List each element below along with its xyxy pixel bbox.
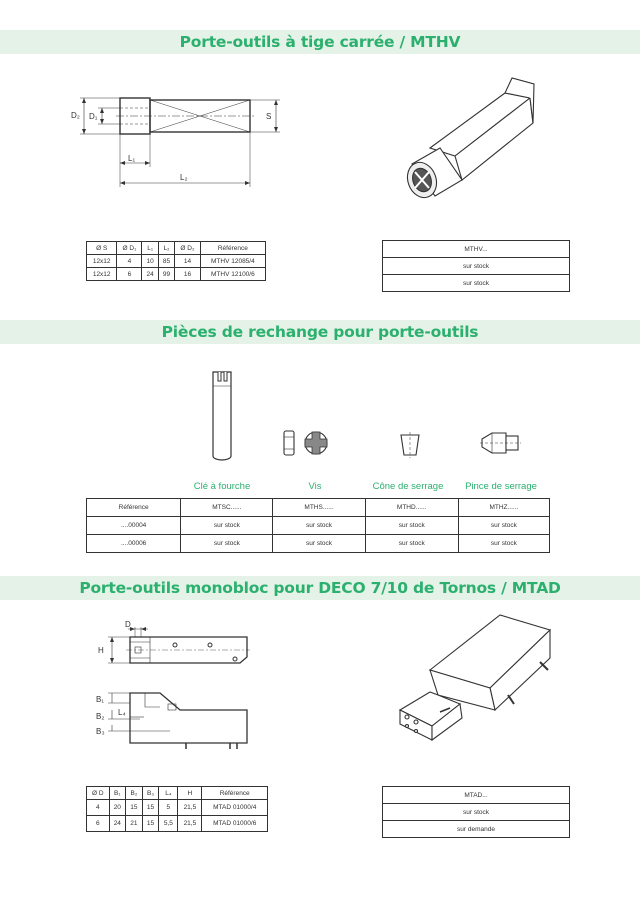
section-title-mtad: Porte-outils monobloc pour DECO 7/10 de Tornos / MTAD bbox=[79, 579, 561, 597]
stock-header: MTHV... bbox=[383, 241, 570, 258]
table-header-row bbox=[87, 787, 268, 800]
table-cell: sur stock bbox=[181, 535, 273, 553]
table-header-cell: MTHS...... bbox=[273, 499, 365, 517]
table-cell: 20 bbox=[109, 800, 126, 816]
dim-label-s: S bbox=[266, 112, 272, 121]
table-header-cell: Ø D bbox=[87, 787, 110, 800]
dim-label-b2: B₂ bbox=[96, 712, 105, 721]
table-row bbox=[87, 800, 268, 816]
caption-wrench: Clé à fourche bbox=[193, 481, 251, 492]
table-header-cell: Référence bbox=[87, 499, 181, 517]
table-header-cell: Ø D₂ bbox=[175, 242, 201, 255]
table-row bbox=[87, 517, 550, 535]
table-cell: 4 bbox=[87, 800, 110, 816]
dim-label-h: H bbox=[98, 646, 104, 655]
section-band-spares bbox=[0, 320, 640, 344]
dim-label-l2: L₂ bbox=[180, 173, 188, 182]
table-cell: 24 bbox=[142, 268, 158, 281]
table-cell: sur stock bbox=[365, 535, 458, 553]
caption-cone: Cône de serrage bbox=[372, 481, 444, 492]
table-row bbox=[87, 535, 550, 553]
stock-header: MTAD... bbox=[383, 787, 570, 804]
dim-label-l4: L₄ bbox=[118, 708, 126, 717]
table-cell: sur stock bbox=[181, 517, 273, 535]
table-header-cell: MTSC...... bbox=[181, 499, 273, 517]
table-cell: MTHV 12085/4 bbox=[200, 255, 265, 268]
table-header-cell: Ø S bbox=[87, 242, 117, 255]
table-cell: 14 bbox=[175, 255, 201, 268]
table-cell: 5,5 bbox=[159, 816, 178, 832]
dim-label-d2: D₂ bbox=[71, 111, 80, 120]
table-header-cell: MTHZ...... bbox=[458, 499, 549, 517]
table-header-cell: Ø D₁ bbox=[117, 242, 142, 255]
stock-cell: sur stock bbox=[383, 258, 570, 275]
table-header-row bbox=[87, 242, 266, 255]
stock-cell: sur demande bbox=[383, 821, 570, 838]
table-cell: 12x12 bbox=[87, 268, 117, 281]
stock-cell: sur stock bbox=[383, 275, 570, 292]
table-cell: 16 bbox=[175, 268, 201, 281]
table-header-row bbox=[87, 499, 550, 517]
dim-label-l1: L₁ bbox=[128, 154, 136, 163]
table-cell: 12x12 bbox=[87, 255, 117, 268]
collet-image bbox=[478, 428, 523, 458]
table-cell: 21,5 bbox=[178, 816, 202, 832]
table-cell: 5 bbox=[159, 800, 178, 816]
dim-label-b3: B₃ bbox=[96, 727, 105, 736]
table-header-cell: L₂ bbox=[158, 242, 174, 255]
mthv-spec-table bbox=[86, 241, 266, 281]
table-cell: MTHV 12100/6 bbox=[200, 268, 265, 281]
table-header-cell: MTHD...... bbox=[365, 499, 458, 517]
dim-label-b1: B₁ bbox=[96, 695, 105, 704]
table-header-cell: B₂ bbox=[126, 787, 143, 800]
table-header-cell: B₃ bbox=[142, 787, 159, 800]
table-cell: MTAD 01000/4 bbox=[202, 800, 268, 816]
table-cell: MTAD 01000/6 bbox=[202, 816, 268, 832]
mthv-technical-drawing bbox=[60, 85, 290, 195]
table-cell: ....00004 bbox=[87, 517, 181, 535]
stock-cell: sur stock bbox=[383, 804, 570, 821]
table-header-cell: Référence bbox=[202, 787, 268, 800]
table-header-cell: B₁ bbox=[109, 787, 126, 800]
table-row bbox=[87, 255, 266, 268]
dim-label-d: D bbox=[125, 620, 131, 629]
table-cell: 99 bbox=[158, 268, 174, 281]
table-cell: 21,5 bbox=[178, 800, 202, 816]
table-cell: 6 bbox=[87, 816, 110, 832]
mtad-stock-table bbox=[382, 786, 570, 838]
table-cell: 6 bbox=[117, 268, 142, 281]
mthv-stock-table bbox=[382, 240, 570, 292]
clamping-cone-image bbox=[395, 430, 425, 460]
table-cell: 15 bbox=[142, 816, 159, 832]
table-cell: sur stock bbox=[458, 517, 549, 535]
table-cell: sur stock bbox=[273, 517, 365, 535]
dim-label-d1: D₁ bbox=[89, 112, 98, 121]
table-cell: ....00006 bbox=[87, 535, 181, 553]
caption-collet: Pince de serrage bbox=[465, 481, 537, 492]
spares-table bbox=[86, 498, 550, 553]
table-row bbox=[87, 268, 266, 281]
mtad-tool-holder-image bbox=[390, 600, 560, 750]
section-band-mthv bbox=[0, 30, 640, 54]
table-cell: 10 bbox=[142, 255, 158, 268]
table-cell: 15 bbox=[142, 800, 159, 816]
screw-image bbox=[280, 425, 330, 465]
table-cell: 21 bbox=[126, 816, 143, 832]
table-row bbox=[87, 816, 268, 832]
section-band-mtad bbox=[0, 576, 640, 600]
section-title-mthv: Porte-outils à tige carrée / MTHV bbox=[179, 33, 461, 51]
table-header-cell: Référence bbox=[200, 242, 265, 255]
table-header-cell: H bbox=[178, 787, 202, 800]
wrench-image bbox=[205, 368, 240, 463]
table-header-cell: L₁ bbox=[142, 242, 158, 255]
table-cell: sur stock bbox=[273, 535, 365, 553]
mtad-technical-drawing bbox=[90, 615, 260, 755]
table-cell: 85 bbox=[158, 255, 174, 268]
table-cell: sur stock bbox=[365, 517, 458, 535]
table-header-cell: L₄ bbox=[159, 787, 178, 800]
mtad-spec-table bbox=[86, 786, 268, 832]
caption-screw: Vis bbox=[308, 481, 322, 492]
table-cell: 4 bbox=[117, 255, 142, 268]
section-title-spares: Pièces de rechange pour porte-outils bbox=[161, 323, 479, 341]
table-cell: 24 bbox=[109, 816, 126, 832]
table-cell: sur stock bbox=[458, 535, 549, 553]
table-cell: 15 bbox=[126, 800, 143, 816]
mthv-tool-holder-image bbox=[400, 68, 560, 208]
